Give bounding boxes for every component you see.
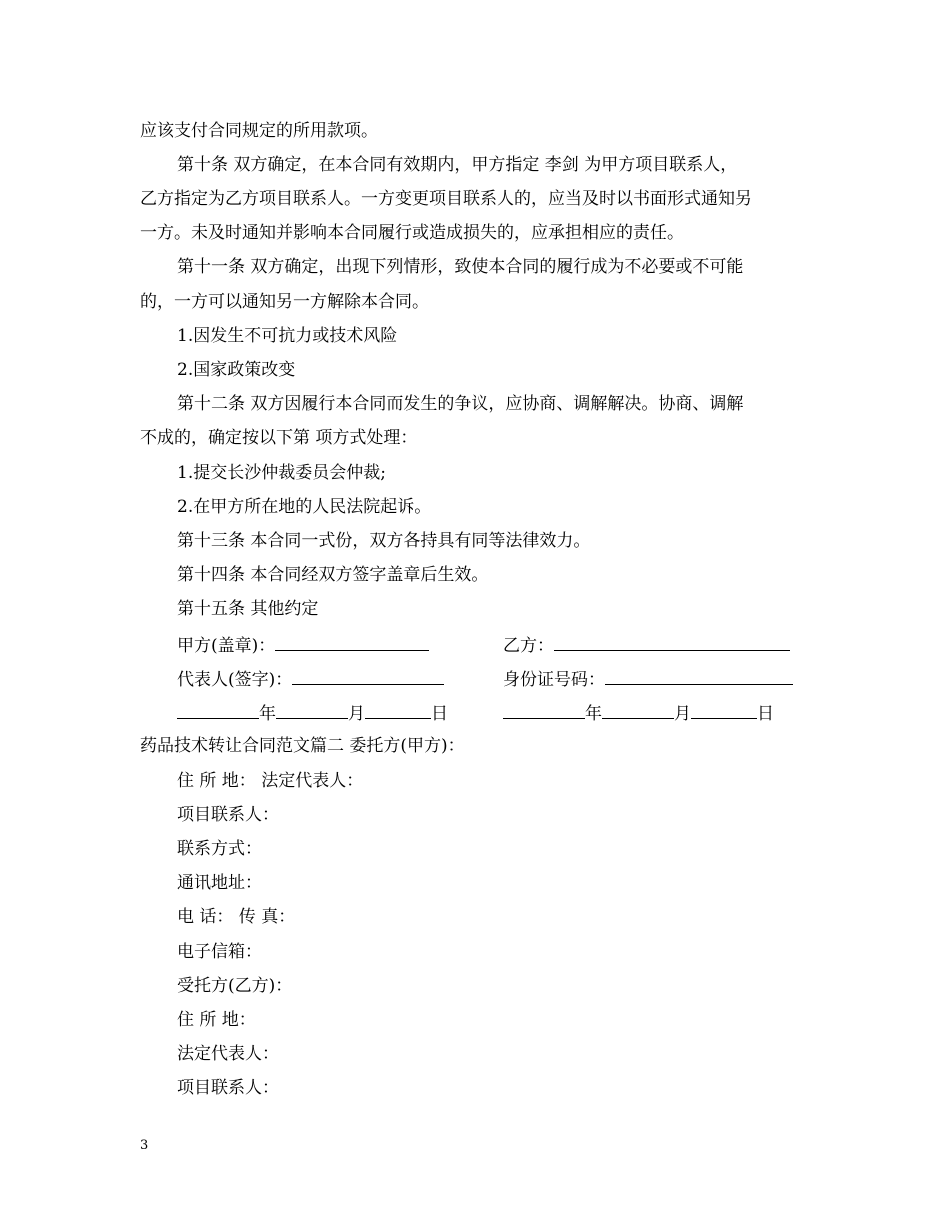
article-12-line-2: 不成的，确定按以下第 项方式处理： <box>140 428 418 448</box>
year-blank <box>177 702 259 719</box>
day-label: 日 <box>431 704 448 724</box>
article-11-line-2: 的，一方可以通知另一方解除本合同。 <box>140 292 429 312</box>
id-number-blank <box>605 668 793 685</box>
list-item: 1.因发生不可抗力或技术风险 <box>177 326 398 346</box>
party-a-seal-field <box>177 634 429 656</box>
day-label: 日 <box>757 704 774 724</box>
id-number-field <box>503 668 793 690</box>
article-11-line-1: 第十一条 双方确定，出现下列情形，致使本合同的履行成为不必要或不可能 <box>177 257 744 277</box>
party-b-field <box>503 634 790 656</box>
paragraph-line: 应该支付合同规定的所用款项。 <box>140 121 378 141</box>
article-10-line-1: 第十条 双方确定，在本合同有效期内，甲方指定 李剑 为甲方项目联系人， <box>177 155 738 175</box>
list-item: 1.提交长沙仲裁委员会仲裁; <box>177 463 386 483</box>
party-a-blank <box>275 634 429 651</box>
party-a-label: 甲方(盖章)： <box>177 636 276 656</box>
representative-label: 代表人(签字)： <box>177 670 293 690</box>
article-12-line-1: 第十二条 双方因履行本合同而发生的争议，应协商、调解解决。协商、调解 <box>177 394 744 414</box>
day-blank <box>691 702 757 719</box>
list-item: 2.在甲方所在地的人民法院起诉。 <box>177 497 432 517</box>
date-field-left <box>177 702 448 724</box>
form-line: 电 话： 传 真： <box>177 907 296 927</box>
day-blank <box>365 702 431 719</box>
year-label: 年 <box>259 704 276 724</box>
form-line: 通讯地址： <box>177 873 262 893</box>
form-line: 住 所 地： 法定代表人： <box>177 771 364 791</box>
form-line: 联系方式： <box>177 839 262 859</box>
representative-field <box>177 668 444 690</box>
month-label: 月 <box>348 704 365 724</box>
party-b-blank <box>554 634 790 651</box>
year-blank <box>503 702 585 719</box>
date-field-right <box>503 702 774 724</box>
month-blank <box>602 702 674 719</box>
representative-blank <box>292 668 444 685</box>
form-line: 电子信箱： <box>177 942 262 962</box>
article-10-line-2: 乙方指定为乙方项目联系人。一方变更项目联系人的，应当及时以书面形式通知另 <box>140 189 752 209</box>
id-number-label: 身份证号码： <box>503 670 605 690</box>
form-line: 受托方(乙方)： <box>177 976 293 996</box>
article-13-line: 第十三条 本合同一式份，双方各持具有同等法律效力。 <box>177 531 591 551</box>
section-2-title: 药品技术转让合同范文篇二 委托方(甲方)： <box>140 736 465 756</box>
party-b-label: 乙方： <box>503 636 554 656</box>
year-label: 年 <box>585 704 602 724</box>
article-10-line-3: 一方。未及时通知并影响本合同履行或造成损失的，应承担相应的责任。 <box>140 223 684 243</box>
article-15-line: 第十五条 其他约定 <box>177 599 319 619</box>
form-line: 法定代表人： <box>177 1044 279 1064</box>
form-line: 住 所 地： <box>177 1010 256 1030</box>
month-blank <box>276 702 348 719</box>
list-item: 2.国家政策改变 <box>177 360 296 380</box>
article-14-line: 第十四条 本合同经双方签字盖章后生效。 <box>177 565 489 585</box>
month-label: 月 <box>674 704 691 724</box>
form-line: 项目联系人： <box>177 1078 279 1098</box>
page-number: 3 <box>140 1138 149 1153</box>
form-line: 项目联系人： <box>177 805 279 825</box>
